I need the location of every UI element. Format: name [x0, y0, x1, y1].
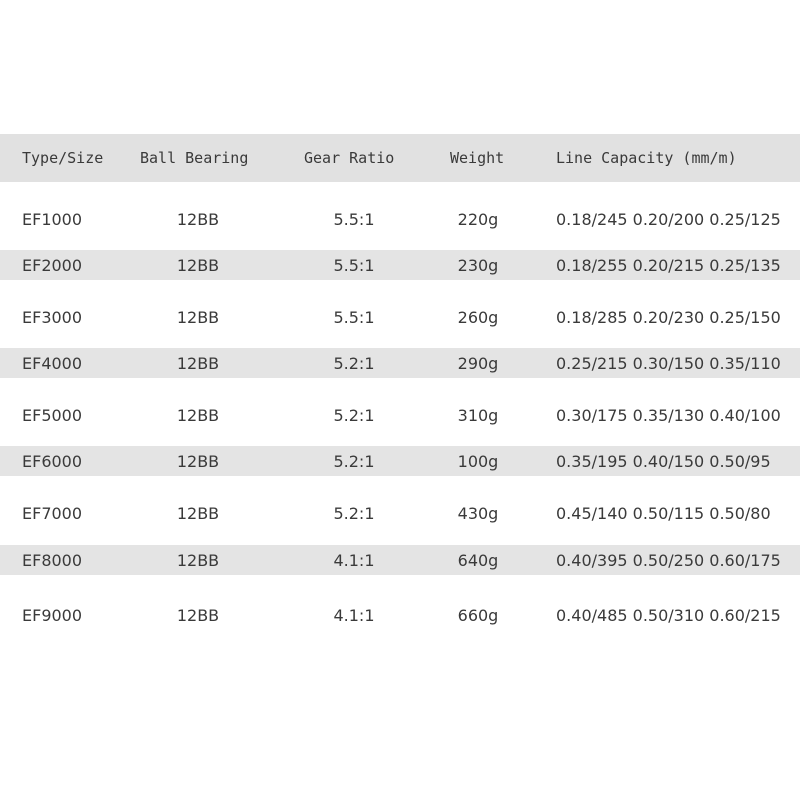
cell-ball-bearing: 12BB — [176, 255, 220, 275]
cell-ball-bearing: 12BB — [176, 451, 220, 471]
cell-gear-ratio: 5.2:1 — [333, 503, 375, 523]
cell-type: EF8000 — [22, 550, 83, 570]
cell-gear-ratio: 5.2:1 — [333, 405, 375, 425]
header-weight: Weight — [450, 149, 505, 167]
header-type-size: Type/Size — [22, 149, 104, 167]
cell-weight: 430g — [457, 503, 499, 523]
cell-type: EF6000 — [22, 451, 83, 471]
cell-type: EF4000 — [22, 353, 83, 373]
cell-line-capacity: 0.18/245 0.20/200 0.25/125 — [556, 209, 781, 229]
table-row — [0, 392, 800, 438]
table-row — [0, 592, 800, 638]
table-row — [0, 446, 800, 476]
cell-type: EF5000 — [22, 405, 83, 425]
cell-weight: 230g — [457, 255, 499, 275]
cell-ball-bearing: 12BB — [176, 550, 220, 570]
cell-line-capacity: 0.40/485 0.50/310 0.60/215 — [556, 605, 781, 625]
cell-type: EF2000 — [22, 255, 83, 275]
cell-ball-bearing: 12BB — [176, 307, 220, 327]
cell-ball-bearing: 12BB — [176, 405, 220, 425]
cell-gear-ratio: 5.5:1 — [333, 307, 375, 327]
table-header — [0, 134, 800, 182]
cell-weight: 290g — [457, 353, 499, 373]
cell-line-capacity: 0.25/215 0.30/150 0.35/110 — [556, 353, 781, 373]
cell-weight: 640g — [457, 550, 499, 570]
table-row — [0, 545, 800, 575]
cell-gear-ratio: 4.1:1 — [333, 605, 375, 625]
cell-type: EF1000 — [22, 209, 83, 229]
cell-ball-bearing: 12BB — [176, 353, 220, 373]
cell-gear-ratio: 5.5:1 — [333, 255, 375, 275]
cell-line-capacity: 0.45/140 0.50/115 0.50/80 — [556, 503, 771, 523]
cell-weight: 660g — [457, 605, 499, 625]
table-row — [0, 196, 800, 242]
cell-type: EF7000 — [22, 503, 83, 523]
cell-gear-ratio: 5.5:1 — [333, 209, 375, 229]
cell-gear-ratio: 5.2:1 — [333, 353, 375, 373]
cell-weight: 310g — [457, 405, 499, 425]
cell-gear-ratio: 5.2:1 — [333, 451, 375, 471]
cell-type: EF9000 — [22, 605, 83, 625]
cell-line-capacity: 0.30/175 0.35/130 0.40/100 — [556, 405, 781, 425]
table-row — [0, 250, 800, 280]
cell-ball-bearing: 12BB — [176, 503, 220, 523]
cell-line-capacity: 0.18/285 0.20/230 0.25/150 — [556, 307, 781, 327]
cell-line-capacity: 0.40/395 0.50/250 0.60/175 — [556, 550, 781, 570]
cell-type: EF3000 — [22, 307, 83, 327]
cell-line-capacity: 0.18/255 0.20/215 0.25/135 — [556, 255, 781, 275]
cell-weight: 260g — [457, 307, 499, 327]
cell-line-capacity: 0.35/195 0.40/150 0.50/95 — [556, 451, 771, 471]
table-row — [0, 348, 800, 378]
cell-weight: 100g — [457, 451, 499, 471]
cell-ball-bearing: 12BB — [176, 605, 220, 625]
cell-weight: 220g — [457, 209, 499, 229]
header-ball-bearing: Ball Bearing — [140, 149, 249, 167]
cell-ball-bearing: 12BB — [176, 209, 220, 229]
header-gear-ratio: Gear Ratio — [304, 149, 395, 167]
cell-gear-ratio: 4.1:1 — [333, 550, 375, 570]
table-row — [0, 490, 800, 536]
table-row — [0, 294, 800, 340]
header-line-capacity: Line Capacity (mm/m) — [556, 149, 737, 167]
